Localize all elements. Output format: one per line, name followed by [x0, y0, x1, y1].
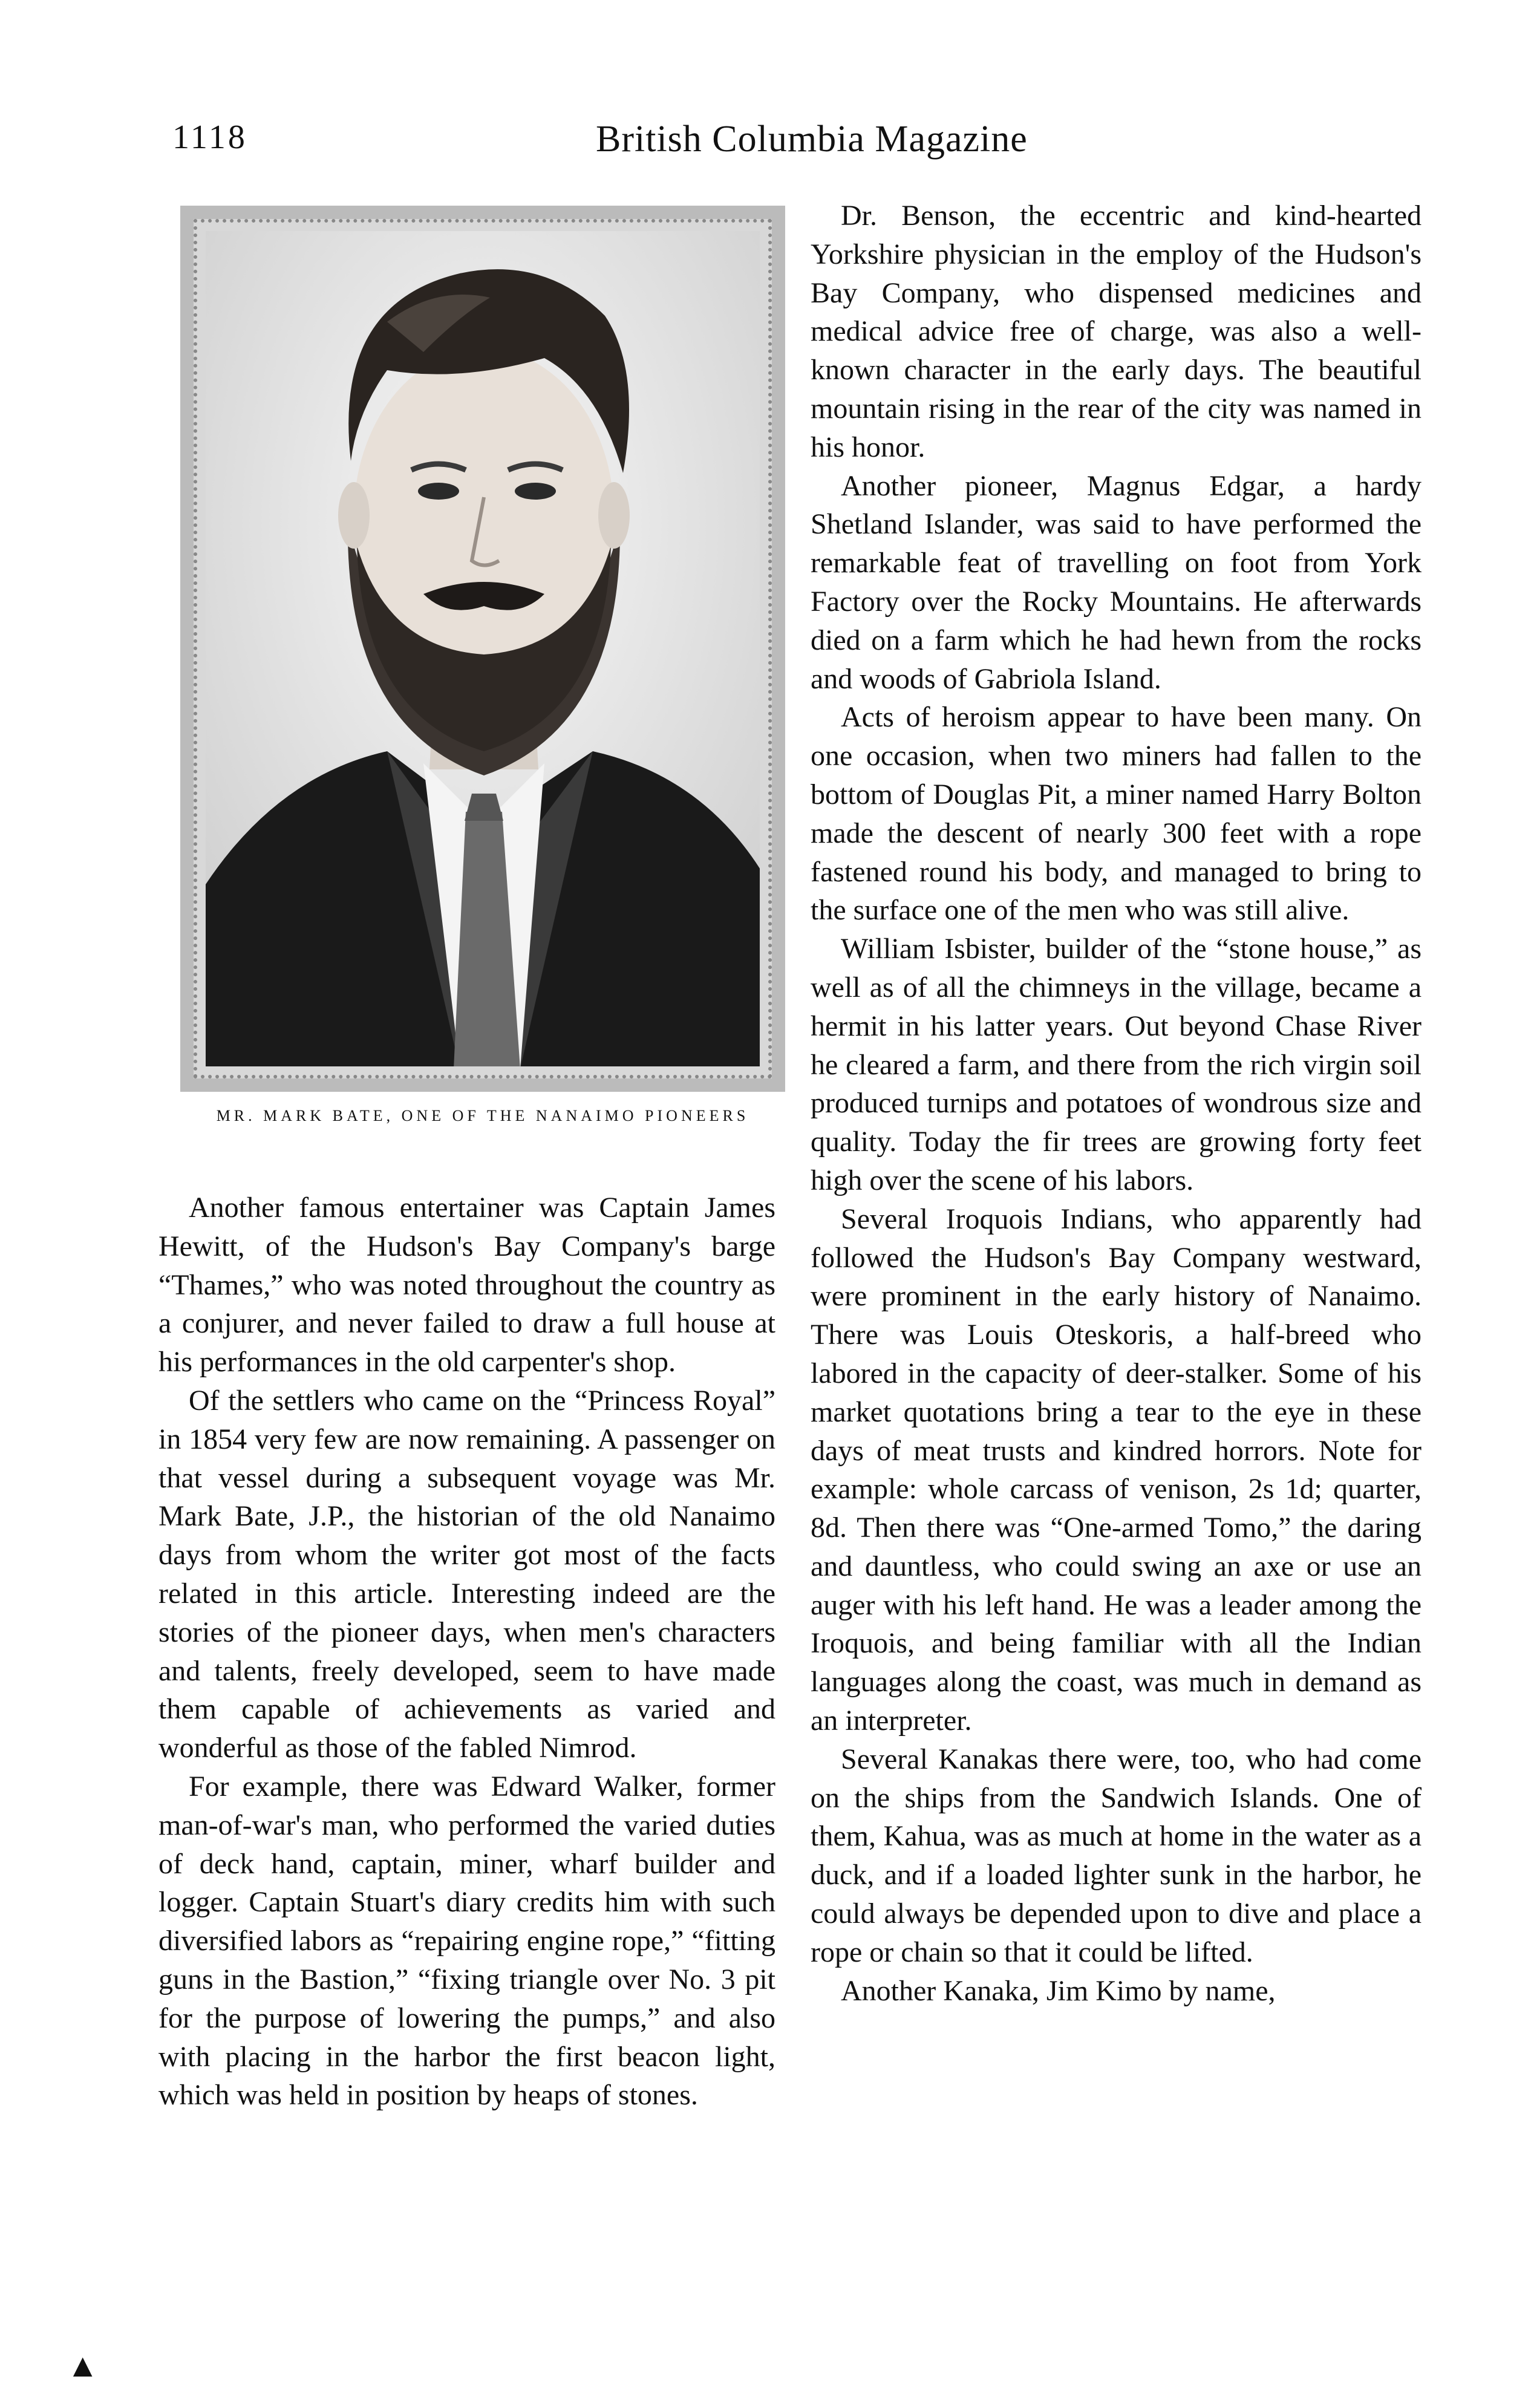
- page-header: [172, 118, 1352, 172]
- paragraph: Acts of heroism appear to have been many. On one occasion, when two miners had fallen to the bottom of Douglas Pit, a miner named Harry Bolton made the descent of nearly 300 feet with a rope fastened round his body, and managed to bring to the surface one of the men who was still alive.: [811, 701, 1422, 927]
- paragraph: Of the settlers who came on the “Princess Royal” in 1854 very few are now remaining. A passenger on that vessel during a subsequent voyage was Mr. Mark Bate, J.P., the historian of the old Nanaimo days from whom the writer got most of the facts related in this article. Interesting indeed are the stories of the pioneer days, when men's characters and talents, freely developed, seem to have made them capable of achievements as varied and wonderful as those of the fabled Nimrod.: [158, 1384, 775, 1764]
- paragraph: For example, there was Edward Walker, former man-of-war's man, who performed the varied duties of deck hand, captain, miner, wharf builder and logger. Captain Stuart's diary credits him with such diversified labors as “repairing engine rope,” “fitting guns in the Bastion,” “fixing triangle over No. 3 pit for the purpose of lowering the pumps,” and also with placing in the harbor the first beacon light, which was held in position by heaps of stones.: [158, 1770, 775, 2112]
- photo-caption: MR. MARK BATE, ONE OF THE NANAIMO PIONEERS: [216, 1107, 749, 1124]
- right-column: [811, 197, 1422, 2010]
- running-title: British Columbia Magazine: [596, 119, 1028, 160]
- paragraph: Another famous entertainer was Captain James Hewitt, of the Hudson's Bay Company's barge “Thames,” who was noted throughout the country as a conjurer, and never failed to draw a full house at his performances in the old carpenter's shop.: [158, 1192, 775, 1379]
- portrait-photo: [206, 231, 760, 1066]
- paragraph: Another Kanaka, Jim Kimo by name,: [841, 1974, 1276, 2007]
- portrait-illustration: [206, 231, 760, 1066]
- page-number: 1118: [172, 119, 247, 156]
- paragraph: Dr. Benson, the eccentric and kind-hearted Yorkshire physician in the employ of the Hudson's Bay Company, who dispensed medicines and medical advice free of charge, was also a well-known character in the early days. The beautiful mountain rising in the rear of the city was named in his honor.: [811, 200, 1422, 463]
- paragraph: Several Iroquois Indians, who apparently had followed the Hudson's Bay Company westward, were prominent in the early history of Nanaimo. There was Louis Oteskoris, a half-breed who labored in the capacity of deer-stalker. Some of his market quotations bring a tear to the eye in these days of meat trusts and kindred horrors. Note for example: whole carcass of venison, 2s 1d; quarter, 8d. Then there was “One-armed Tomo,” the daring and dauntless, who could swing an axe or use an auger with his left hand. He was a leader among the Iroquois, and being familiar with all the Indian languages along the coast, was much in demand as an interpreter.: [811, 1202, 1422, 1737]
- printer-mark-icon: ▲: [67, 2348, 99, 2384]
- paragraph: Another pioneer, Magnus Edgar, a hardy Shetland Islander, was said to have performed the remarkable feat of travelling on foot from York Factory over the Rocky Mountains. He afterwards died on a farm which he had hewn from the rocks and woods of Gabriola Island.: [811, 469, 1422, 695]
- paragraph: Several Kanakas there were, too, who had come on the ships from the Sandwich Islands. One of them, Kahua, was as much at home in the water as a duck, and if a loaded lighter sunk in the harbor, he could always be depended upon to dive and place a rope or chain so that it could be lifted.: [811, 1743, 1422, 1968]
- left-column: [158, 1189, 775, 2115]
- paragraph: William Isbister, builder of the “stone house,” as well as of all the chimneys in the village, became a hermit in his latter years. Out beyond Chase River he cleared a farm, and there from the rich virgin soil produced turnips and potatoes of wondrous size and quality. Today the fir trees are growing forty feet high over the scene of his labors.: [811, 933, 1422, 1196]
- portrait-photo-frame: [180, 206, 785, 1092]
